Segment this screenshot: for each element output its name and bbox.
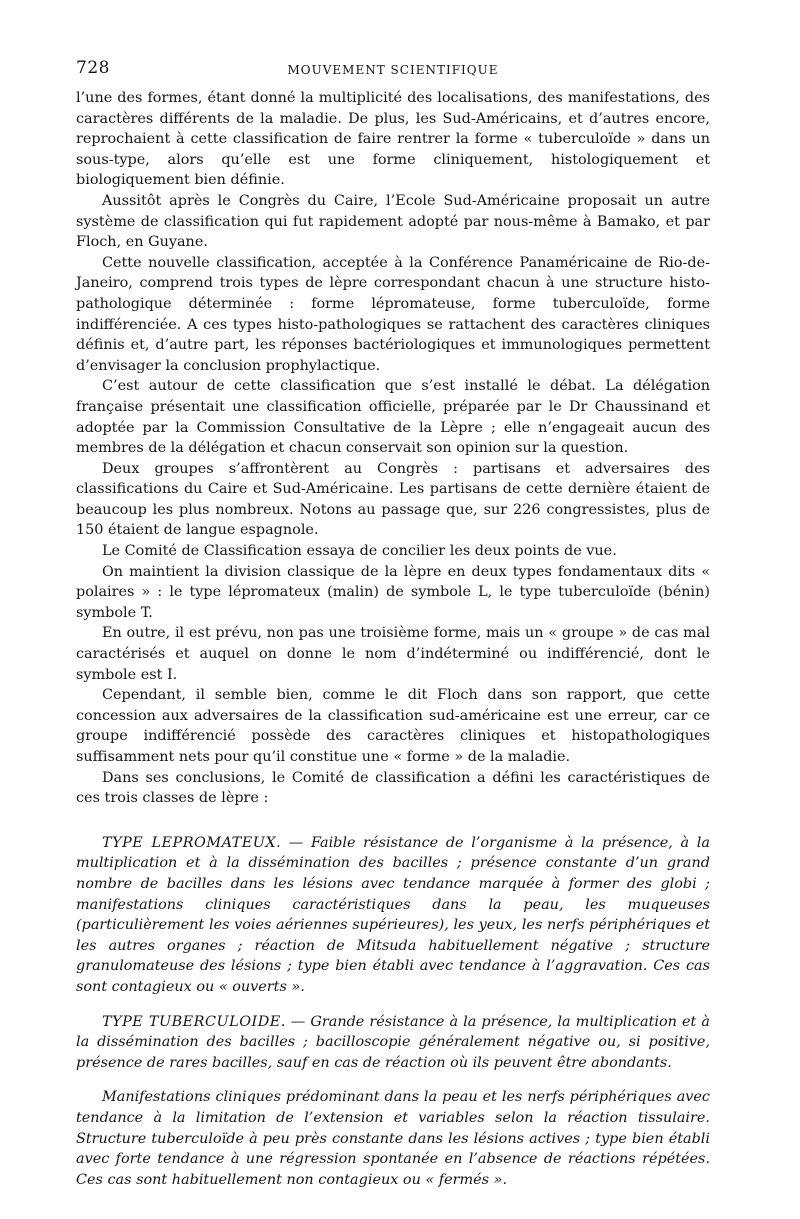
paragraph-7: On maintient la division classique de la lèpre en deux types fondamentaux dits « polaires » : le type lépromateux (malin) de symbole L, le type tuberculoïde (bénin) symbole T. bbox=[76, 563, 710, 621]
paragraph-1: l’une des formes, étant donné la multiplicité des localisations, des manifestations, des caractères différents de la maladie. De plus, les Sud-Américains, et d’autres encore, reprochaient à cette classification de faire rentrer la forme « tuberculoïde » dans un sous-type, alors qu’elle est une forme cliniquement, histologiquement et biologiquement bien définie. bbox=[76, 90, 710, 189]
definition-tuberculoide bbox=[76, 1012, 710, 1074]
body-text bbox=[76, 88, 710, 809]
paragraph-6: Le Comité de Classification essaya de concilier les deux points de vue. bbox=[102, 543, 617, 560]
paragraph-3: Cette nouvelle classification, acceptée à la Conférence Panaméricaine de Rio-de-Janeiro, comprend trois types de lèpre correspondant chacun à une structure histo-pathologique déterminée : forme lépromateuse, forme tuberculoïde, forme indifférenciée. A ces types histo-pathologiques se rattachent des caractères cliniques définis et, d’autre part, les réponses bactériologiques et immunologiques permettent d’envisager la conclusion prophylactique. bbox=[76, 254, 710, 374]
definition-continuation: Manifestations cliniques prédominant dans la peau et les nerfs périphériques avec tendance à la limitation de l’extension et variables selon la réaction tissulaire. Structure tuberculoïde à peu près constante dans les lésions actives ; type bien établi avec forte tendance à une régression spontanée en l’absence de réactions répétées. Ces cas sont habituellement non contagieux ou « fermés ». bbox=[76, 1089, 710, 1188]
paragraph-8: En outre, il est prévu, non pas une troisième forme, mais un « groupe » de cas mal caractérisés et auquel on donne le nom d’indéterminé ou indifférencié, dont le symbole est I. bbox=[76, 625, 710, 683]
definition-text-tuberculoide: — Grande résistance à la présence, la multiplication et à la dissémination des bacilles ; bacilloscopie généralement négative ou, si positive, présence de rares bacilles, sauf en cas de réaction où ils peuvent être abondants. bbox=[76, 1013, 710, 1071]
definition-lead-lepromateux: TYPE LEPROMATEUX. bbox=[102, 834, 282, 851]
page-number: 728 bbox=[76, 58, 110, 78]
running-head bbox=[76, 58, 710, 88]
paragraph-4: C’est autour de cette classification que s’est installé le débat. La délégation française présentait une classification officielle, préparée par le Dr Chaussinand et adoptée par la Commission Consultative de la Lèpre ; elle n’engageait aucun des membres de la délégation et chacun conservait son opinion sur la question. bbox=[76, 378, 710, 457]
paragraph-5: Deux groupes s’affrontèrent au Congrès : partisans et adversaires des classifications du Caire et Sud-Américaine. Les partisans de cette dernière étaient de beaucoup les plus nombreux. Notons au passage que, sur 226 congressistes, plus de 150 étaient de langue espagnole. bbox=[76, 460, 710, 539]
running-title: MOUVEMENT SCIENTIFIQUE bbox=[287, 63, 499, 77]
paragraph-9: Cependant, il semble bien, comme le dit Floch dans son rapport, que cette concession aux adversaires de la classification sud-américaine est une erreur, car ce groupe indifférencié possède des caractères cliniques et histopathologiques suffisamment nets pour qu’il constitue une « forme » de la maladie. bbox=[76, 687, 710, 765]
definition-lead-tuberculoide: TYPE TUBERCULOIDE. bbox=[102, 1013, 286, 1030]
paragraph-10: Dans ses conclusions, le Comité de classification a défini les caractéristiques de ces trois classes de lèpre : bbox=[76, 769, 710, 807]
paragraph-2: Aussitôt après le Congrès du Caire, l’Ecole Sud-Américaine proposait un autre système de classification qui fut rapidement adopté par nous-même à Bamako, et par Floch, en Guyane. bbox=[76, 192, 710, 251]
definition-text-lepromateux: — Faible résistance de l’organisme à la présence, à la multiplication et à la dissémination des bacilles ; présence constante d’un grand nombre de bacilles dans les lésions avec tendance marquée à former des globi ; manifestations cliniques caractéristiques dans la peau, les muqueuses (particulièrement les voies aériennes supérieures), les yeux, les nerfs périphériques et les autres organes ; réaction de Mitsuda habituellement négative ; structure granulomateuse des lésions ; type bien établi avec tendance à l’aggravation. Ces cas sont contagieux ou « ouverts ». bbox=[76, 834, 710, 995]
definition-lepromateux bbox=[76, 833, 710, 998]
page bbox=[76, 58, 710, 1204]
type-definitions bbox=[76, 833, 710, 1191]
